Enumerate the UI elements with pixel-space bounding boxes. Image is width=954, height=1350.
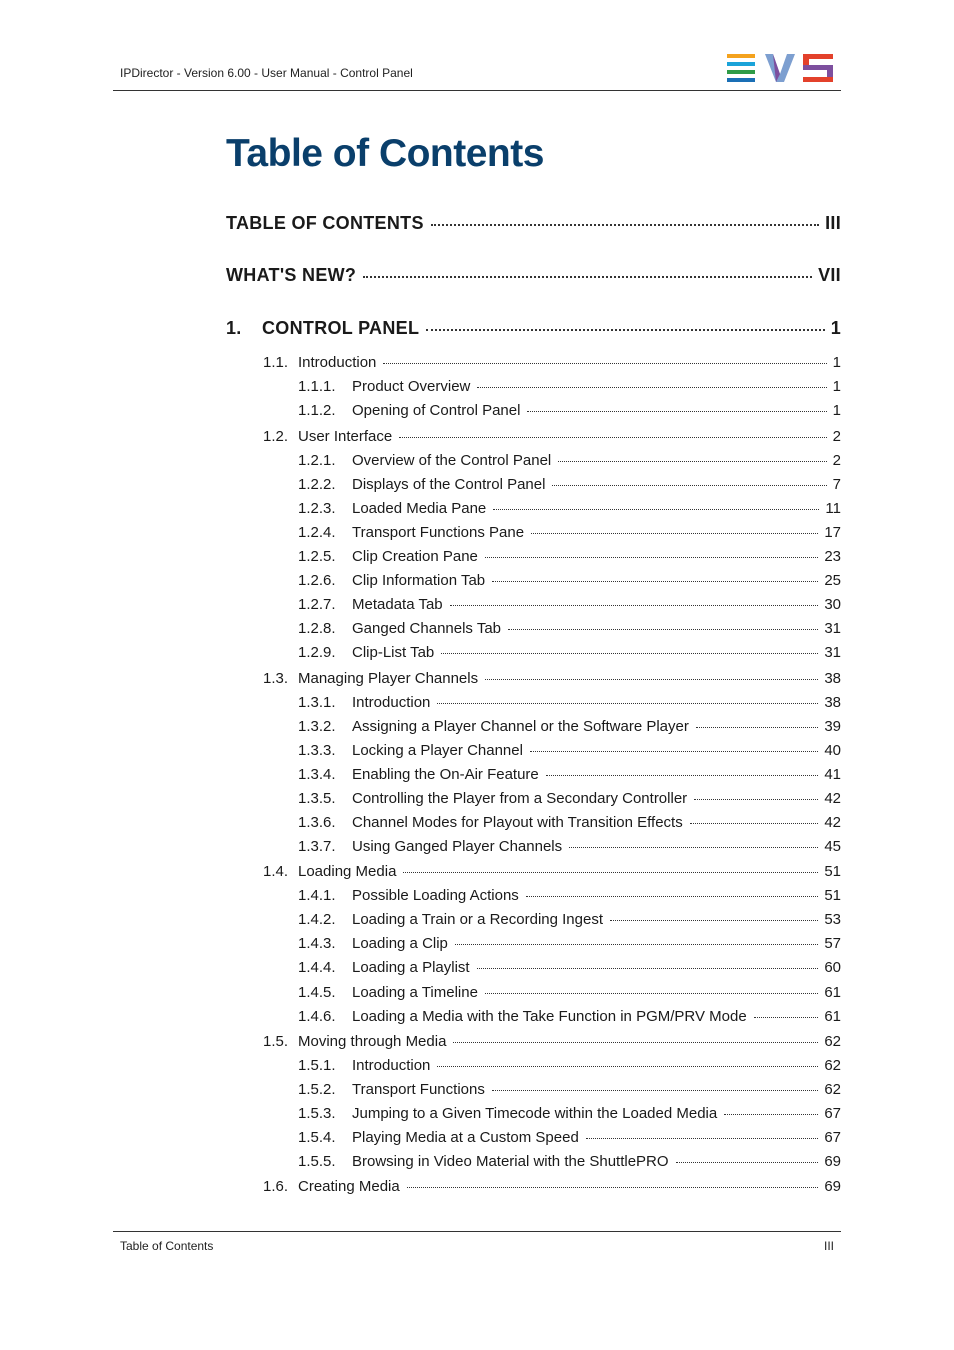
toc-entry-page: 62	[824, 1057, 841, 1074]
toc-entry-label: Creating Media	[298, 1178, 400, 1195]
toc-dot-leader	[485, 557, 818, 558]
toc-dot-leader	[531, 533, 818, 534]
toc-entry[interactable]	[298, 548, 841, 565]
toc-entry-page: 1	[832, 378, 841, 395]
toc-dot-leader	[569, 847, 818, 848]
toc-entry-label: Displays of the Control Panel	[352, 476, 546, 493]
toc-entry-number: 1.3.2.	[298, 718, 336, 735]
toc-entry[interactable]	[298, 911, 841, 928]
footer-page-number: III	[823, 1239, 834, 1253]
toc-entry-page: 53	[824, 911, 841, 928]
page-header	[113, 48, 841, 91]
toc-entry-number: 1.3.1.	[298, 694, 336, 711]
toc-dot-leader	[610, 920, 818, 921]
toc-entry[interactable]	[226, 213, 841, 234]
toc-entry-page: 1	[830, 318, 841, 338]
toc-entry-page: 7	[832, 476, 841, 493]
toc-dot-leader	[477, 968, 819, 969]
toc-dot-leader	[724, 1114, 818, 1115]
toc-entry-page: 60	[824, 959, 841, 976]
toc-dot-leader	[690, 823, 819, 824]
toc-entry-page: 42	[824, 814, 841, 831]
toc-entry[interactable]	[298, 959, 841, 976]
evs-logo	[727, 54, 833, 82]
toc-entry-number: 1.2.6.	[298, 572, 336, 589]
toc-dot-leader	[407, 1187, 819, 1188]
toc-entry-number: 1.4.6.	[298, 1008, 336, 1025]
toc-entry-label: Jumping to a Given Timecode within the Loaded Media	[352, 1105, 718, 1122]
toc-entry[interactable]	[263, 670, 841, 687]
toc-entry[interactable]	[298, 984, 841, 1001]
toc-entry-number: 1.2.2.	[298, 476, 336, 493]
toc-entry-number: 1.2.8.	[298, 620, 336, 637]
toc-entry-page: 45	[824, 838, 841, 855]
toc-dot-leader	[441, 653, 818, 654]
toc-entry-label: Browsing in Video Material with the ShuttlePRO	[352, 1153, 669, 1170]
toc-entry-page: 2	[832, 428, 841, 445]
toc-entry-label: Metadata Tab	[352, 596, 443, 613]
toc-entry-number: 1.2.9.	[298, 644, 336, 661]
toc-entry-page: 62	[824, 1033, 841, 1050]
toc-entry-page: 17	[824, 524, 841, 541]
toc-entry-label: Using Ganged Player Channels	[352, 838, 563, 855]
toc-dot-leader	[552, 485, 826, 486]
toc-entry-page: 1	[832, 354, 841, 371]
toc-entry-label: Channel Modes for Playout with Transition Effects	[352, 814, 683, 831]
toc-entry-number: 1.5.4.	[298, 1129, 336, 1146]
toc-entry-label: Loading Media	[298, 863, 397, 880]
toc-dot-leader	[431, 224, 819, 226]
toc-entry[interactable]	[298, 1081, 841, 1098]
toc-entry-number: 1.5.5.	[298, 1153, 336, 1170]
toc-dot-leader	[383, 363, 826, 364]
toc-dot-leader	[399, 437, 826, 438]
toc-entry-number: 1.4.	[263, 863, 289, 880]
toc-entry-label: Ganged Channels Tab	[352, 620, 502, 637]
toc-entry[interactable]	[298, 500, 841, 517]
toc-entry[interactable]	[298, 378, 841, 395]
toc-entry[interactable]	[298, 790, 841, 807]
toc-dot-leader	[527, 411, 826, 412]
toc-entry[interactable]	[263, 863, 841, 880]
toc-entry-label: Enabling the On-Air Feature	[352, 766, 539, 783]
toc-entry-label: Introduction	[298, 354, 377, 371]
toc-entry-number: 1.2.4.	[298, 524, 336, 541]
toc-entry-page: 31	[824, 644, 841, 661]
toc-entry-label: Assigning a Player Channel or the Software Player	[352, 718, 689, 735]
toc-entry-page: III	[825, 213, 841, 233]
toc-entry-page: 69	[824, 1153, 841, 1170]
toc-dot-leader	[437, 703, 818, 704]
toc-entry-label: Loading a Playlist	[352, 959, 470, 976]
toc-entry[interactable]	[263, 428, 841, 445]
toc-entry[interactable]	[298, 1008, 841, 1025]
toc-entry[interactable]	[298, 1057, 841, 1074]
toc-entry-number: 1.2.7.	[298, 596, 336, 613]
toc-entry-number: 1.3.	[263, 670, 289, 687]
toc-entry-label: TABLE OF CONTENTS	[226, 213, 424, 233]
toc-entry-label: Possible Loading Actions	[352, 887, 519, 904]
toc-entry[interactable]	[298, 935, 841, 952]
toc-entry[interactable]	[263, 1178, 841, 1195]
toc-entry-page: 57	[824, 935, 841, 952]
toc-entry-number: 1.	[226, 318, 242, 338]
toc-entry-label: Transport Functions	[352, 1081, 485, 1098]
toc-entry-page: 30	[824, 596, 841, 613]
toc-entry-label: Clip Information Tab	[352, 572, 486, 589]
toc-dot-leader	[477, 387, 826, 388]
toc-entry-number: 1.4.2.	[298, 911, 336, 928]
toc-entry-page: 61	[824, 984, 841, 1001]
toc-dot-leader	[426, 329, 824, 331]
toc-entry-number: 1.4.5.	[298, 984, 336, 1001]
toc-entry-number: 1.4.3.	[298, 935, 336, 952]
toc-entry-page: 61	[824, 1008, 841, 1025]
toc-entry[interactable]	[298, 1129, 841, 1146]
toc-entry-label: Managing Player Channels	[298, 670, 479, 687]
toc-entry-number: 1.1.	[263, 354, 289, 371]
toc-entry-label: Transport Functions Pane	[352, 524, 525, 541]
toc-entry-label: Loading a Train or a Recording Ingest	[352, 911, 603, 928]
toc-entry-number: 1.3.4.	[298, 766, 336, 783]
toc-entry[interactable]	[298, 644, 841, 661]
toc-dot-leader	[586, 1138, 819, 1139]
toc-entry-page: 69	[824, 1178, 841, 1195]
toc-entry[interactable]	[298, 452, 841, 469]
toc-entry-label: Moving through Media	[298, 1033, 447, 1050]
toc-entry-page: 2	[832, 452, 841, 469]
toc-entry-number: 1.4.4.	[298, 959, 336, 976]
toc-entry-label: Clip-List Tab	[352, 644, 435, 661]
toc-dot-leader	[546, 775, 819, 776]
toc-dot-leader	[696, 727, 818, 728]
toc-entry-number: 1.5.1.	[298, 1057, 336, 1074]
toc-entry-label: Opening of Control Panel	[352, 402, 521, 419]
toc-entry-page: 67	[824, 1129, 841, 1146]
toc-entry-number: 1.2.5.	[298, 548, 336, 565]
toc-dot-leader	[694, 799, 818, 800]
toc-entry[interactable]	[298, 1153, 841, 1170]
toc-entry-page: 11	[825, 500, 841, 517]
toc-entry-page: 67	[824, 1105, 841, 1122]
toc-entry-page: VII	[818, 265, 841, 285]
toc-entry-label: User Interface	[298, 428, 393, 445]
toc-entry-number: 1.6.	[263, 1178, 289, 1195]
toc-entry[interactable]	[226, 265, 841, 286]
toc-entry[interactable]	[298, 1105, 841, 1122]
page-footer	[113, 1231, 841, 1253]
toc-entry-number: 1.3.5.	[298, 790, 336, 807]
toc-entry[interactable]	[298, 838, 841, 855]
toc-entry-page: 38	[824, 694, 841, 711]
toc-entry[interactable]	[298, 766, 841, 783]
toc-entry-page: 31	[824, 620, 841, 637]
toc-dot-leader	[492, 1090, 818, 1091]
toc-entry-label: Product Overview	[352, 378, 471, 395]
toc-dot-leader	[492, 581, 818, 582]
toc-entry[interactable]	[298, 596, 841, 613]
toc-entry-page: 38	[824, 670, 841, 687]
toc-dot-leader	[485, 993, 818, 994]
toc-entry-label: Clip Creation Pane	[352, 548, 478, 565]
toc-entry-page: 40	[824, 742, 841, 759]
toc-entry-number: 1.3.3.	[298, 742, 336, 759]
toc-dot-leader	[530, 751, 818, 752]
toc-entry-page: 51	[824, 887, 841, 904]
toc-entry-number: 1.2.	[263, 428, 289, 445]
toc-entry[interactable]	[298, 476, 841, 493]
toc-entry-label: WHAT'S NEW?	[226, 265, 357, 285]
toc-entry-label: Loading a Clip	[352, 935, 448, 952]
toc-entry-page: 23	[824, 548, 841, 565]
toc-entry-label: Locking a Player Channel	[352, 742, 523, 759]
page-title: Table of Contents	[226, 132, 544, 175]
toc-entry-label: Loading a Timeline	[352, 984, 478, 1001]
toc-entry-number: 1.3.7.	[298, 838, 336, 855]
toc-entry[interactable]	[263, 354, 841, 371]
toc-entry-page: 41	[824, 766, 841, 783]
toc-entry[interactable]	[298, 572, 841, 589]
toc-dot-leader	[437, 1066, 818, 1067]
toc-dot-leader	[453, 1042, 818, 1043]
toc-entry-number: 1.1.2.	[298, 402, 336, 419]
toc-entry-page: 62	[824, 1081, 841, 1098]
toc-entry-label: Introduction	[352, 1057, 431, 1074]
toc-entry[interactable]	[298, 742, 841, 759]
toc-entry-number: 1.2.3.	[298, 500, 336, 517]
toc-entry-page: 1	[832, 402, 841, 419]
toc-entry-number: 1.5.3.	[298, 1105, 336, 1122]
toc-entry-label: Playing Media at a Custom Speed	[352, 1129, 579, 1146]
toc-entry-number: 1.5.	[263, 1033, 289, 1050]
toc-entry-page: 39	[824, 718, 841, 735]
toc-entry[interactable]	[298, 814, 841, 831]
toc-entry-number: 1.3.6.	[298, 814, 336, 831]
toc-entry-label: Loaded Media Pane	[352, 500, 487, 517]
toc-entry-label: Loading a Media with the Take Function in PGM/PRV Mode	[352, 1008, 747, 1025]
toc-entry-page: 25	[824, 572, 841, 589]
toc-dot-leader	[526, 896, 819, 897]
toc-dot-leader	[455, 944, 818, 945]
header-title: IPDirector - Version 6.00 - User Manual - Control Panel	[120, 66, 413, 80]
toc-entry-label: CONTROL PANEL	[262, 318, 420, 338]
toc-entry[interactable]	[298, 402, 841, 419]
toc-dot-leader	[450, 605, 819, 606]
toc-entry-page: 42	[824, 790, 841, 807]
toc-entry[interactable]	[298, 524, 841, 541]
toc-dot-leader	[508, 629, 818, 630]
footer-section-title: Table of Contents	[120, 1239, 214, 1253]
toc-entry-label: Overview of the Control Panel	[352, 452, 552, 469]
toc-dot-leader	[485, 679, 818, 680]
toc-entry[interactable]	[263, 1033, 841, 1050]
toc-dot-leader	[363, 276, 812, 278]
toc-entry[interactable]	[298, 718, 841, 735]
toc-entry-number: 1.2.1.	[298, 452, 336, 469]
toc-dot-leader	[676, 1162, 819, 1163]
toc-entry-page: 51	[824, 863, 841, 880]
toc-entry-label: Introduction	[352, 694, 431, 711]
toc-dot-leader	[558, 461, 826, 462]
toc-entry[interactable]	[298, 694, 841, 711]
toc-dot-leader	[493, 509, 819, 510]
toc-entry-number: 1.1.1.	[298, 378, 336, 395]
toc-entry[interactable]	[298, 887, 841, 904]
toc-dot-leader	[754, 1017, 819, 1018]
toc-entry[interactable]	[298, 620, 841, 637]
toc-entry-number: 1.4.1.	[298, 887, 336, 904]
toc-entry[interactable]	[226, 318, 841, 339]
toc-entry-number: 1.5.2.	[298, 1081, 336, 1098]
toc-dot-leader	[403, 872, 818, 873]
toc-entry-label: Controlling the Player from a Secondary Controller	[352, 790, 688, 807]
